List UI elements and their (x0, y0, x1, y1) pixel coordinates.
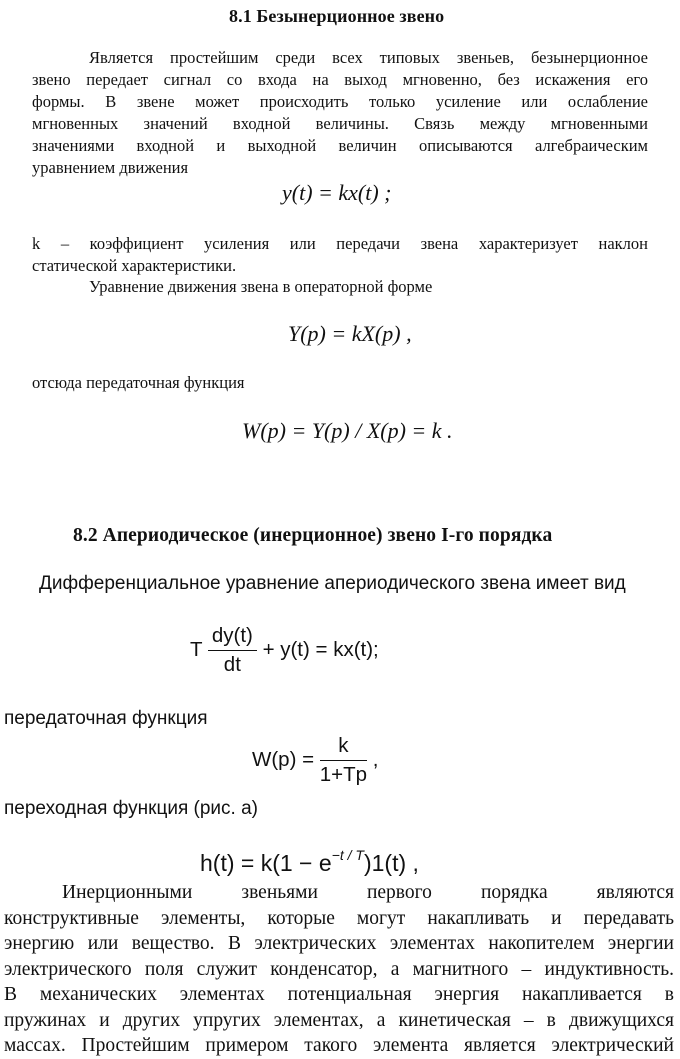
paragraph-line: уравнением движения (32, 158, 189, 177)
paragraph-line: конструктивные элементы, которые могут накапливать и передавать (4, 907, 674, 929)
transfer-intro: отсюда передаточная функция (32, 373, 245, 392)
paragraph-line: формы. В звене может происходить только усиление или ослабление (32, 92, 648, 111)
paragraph-line: звено передает сигнал со входа на выход мгновенно, без искажения его (32, 70, 648, 89)
section-2-paragraph (4, 880, 674, 1059)
equation-rest: + y(t) = kx(t); (262, 637, 379, 661)
k-definition (32, 233, 648, 277)
section-1-title: 8.1 Безынерционное звено (229, 6, 445, 26)
coef-T: T (190, 637, 203, 661)
equation-transfer: W(p) = Y(p) / X(p) = k . (242, 418, 453, 443)
equation-motion: y(t) = kx(t) ; (282, 180, 392, 205)
transfer-tail: , (372, 747, 379, 771)
paragraph-line: электрического поля служит конденсатор, а магнитного – индуктивность. (4, 958, 674, 980)
fraction-numerator: k (320, 734, 367, 761)
paragraph-line: энергию или вещество. В электрических элементах накопителем энергии (4, 933, 674, 954)
step-label: переходная функция (рис. а) (4, 798, 258, 819)
step-rhs: )1(t) , (363, 850, 419, 876)
step-exponent: −t / T (331, 847, 364, 863)
equation-operator: Y(p) = kX(p) , (288, 321, 412, 346)
paragraph-line: массах. Простейшим примером такого элемента является электрический (4, 1035, 674, 1056)
step-lhs: h(t) = k(1 − e (200, 850, 332, 876)
paragraph-line: значениями входной и выходной величин описываются алгебраическим (32, 136, 648, 155)
paragraph-line: В механических элементах потенциальная энергия накапливается в (4, 984, 674, 1005)
fraction-denominator: dt (223, 653, 241, 676)
fraction-numerator: dy(t) (208, 624, 257, 651)
paragraph-line: статической характеристики. (32, 256, 237, 275)
paragraph-line: мгновенных значений входной величины. Связь между мгновенными (32, 114, 648, 133)
paragraph-line: k – коэффициент усиления или передачи звена характеризует наклон (32, 234, 648, 253)
section-1-paragraph (32, 47, 648, 179)
equation-step (200, 847, 419, 877)
paragraph-line: пружинах и других упругих элементах, а кинетическая – в движущихся (4, 1009, 674, 1031)
transfer-label: передаточная функция (4, 708, 208, 729)
equation-transfer-aperiodic (252, 734, 378, 787)
paragraph-line: Инерционными звеньями первого порядка являются (62, 882, 674, 903)
diff-intro: Дифференциальное уравнение апериодического звена имеет вид (39, 573, 626, 594)
fraction-denominator: 1+Tp (319, 763, 368, 786)
equation-differential (190, 624, 379, 677)
section-2-title: 8.2 Апериодическое (инерционное) звено I-го порядка (73, 525, 553, 546)
transfer-lhs: W(p) = (252, 747, 315, 771)
paragraph-line: Является простейшим среди всех типовых звеньев, безынерционное (89, 48, 648, 67)
operator-intro: Уравнение движения звена в операторной форме (89, 277, 433, 296)
